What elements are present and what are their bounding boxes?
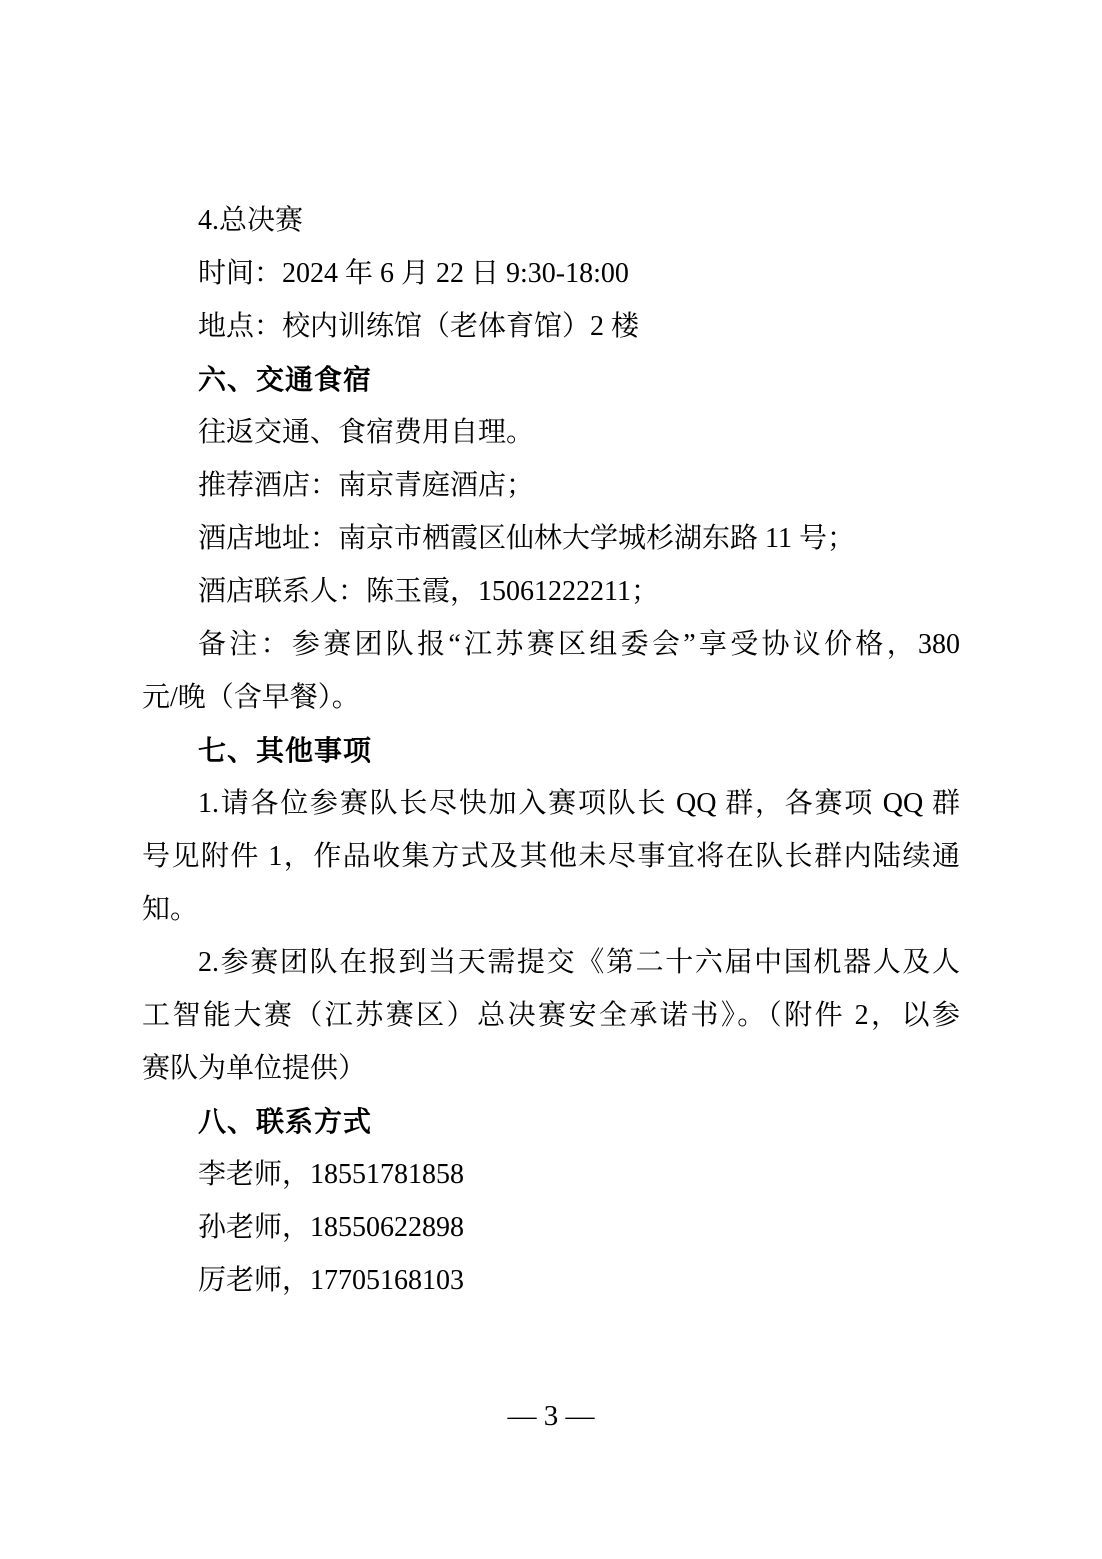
document-line: 孙老师，18550622898 [198,1212,465,1243]
document-line: 地点：校内训练馆（老体育馆）2 楼 [198,311,640,342]
document-line: 时间：2024 年 6 月 22 日 9:30-18:00 [198,258,629,289]
page-number-footer: — 3 — [507,1400,595,1432]
document-line: 4.总决赛 [198,205,304,236]
document-line: 赛队为单位提供） [142,1053,367,1084]
document-body [142,194,960,1307]
section-heading: 八、联系方式 [198,1106,373,1137]
document-line: 厉老师，17705168103 [198,1265,465,1296]
document-line: 往返交通、食宿费用自理。 [198,417,535,448]
section-heading: 六、交通食宿 [198,364,373,395]
document-line: 号见附件 1，作品收集方式及其他未尽事宜将在队长群内陆续通 [142,841,960,872]
document-line: 元/晚（含早餐）。 [142,682,360,713]
document-line: 推荐酒店：南京青庭酒店； [198,470,535,501]
document-line: 1.请各位参赛队长尽快加入赛项队长 QQ 群，各赛项 QQ 群 [198,788,960,819]
document-line: 知。 [142,894,199,925]
document-line: 李老师，18551781858 [198,1159,465,1190]
document-line: 酒店联系人：陈玉霞，15061222211； [198,576,659,607]
document-line: 2.参赛团队在报到当天需提交《第二十六届中国机器人及人 [198,947,960,978]
document-line: 备注：参赛团队报“江苏赛区组委会”享受协议价格，380 [198,629,960,660]
document-line: 酒店地址：南京市栖霞区仙林大学城杉湖东路 11 号； [198,523,855,554]
document-line: 工智能大赛（江苏赛区）总决赛安全承诺书》。（附件 2，以参 [142,1000,960,1031]
section-heading: 七、其他事项 [198,735,373,766]
